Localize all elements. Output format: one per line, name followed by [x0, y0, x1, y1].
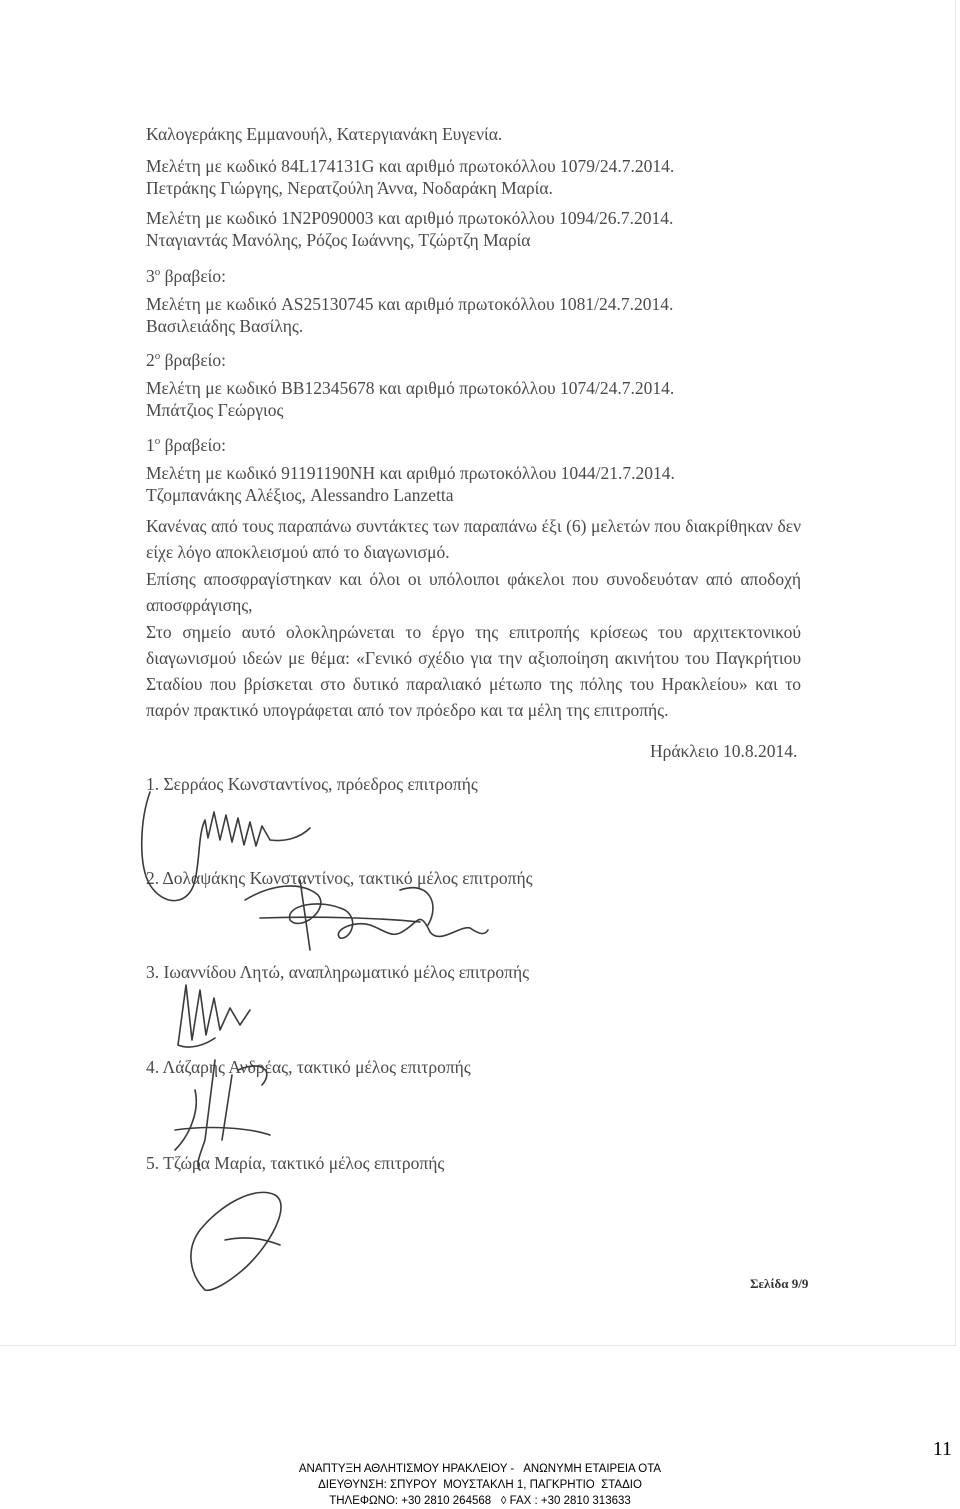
- second-prize-heading: $2^o$ βραβείο:: [146, 350, 227, 370]
- footer-contact: ΤΗΛΕΦΩΝΟ: +30 2810 264568 ◊ FAX : +30 2810 313633: [329, 1495, 631, 1507]
- study-line: Μελέτη με κωδικό AS25130745 και αριθμό πρωτοκόλλου 1081/24.7.2014.: [146, 294, 674, 314]
- signature-3: [178, 985, 250, 1047]
- authors-line: Βασιλειάδης Βασίλης.: [146, 316, 304, 336]
- study-line: Μελέτη με κωδικό 91191190NH και αριθμό πρωτοκόλλου 1044/21.7.2014.: [146, 463, 675, 483]
- authors-line: Νταγιαντάς Μανόλης, Ρόζος Ιωάννης, Τζώρτζη Μαρία: [146, 230, 531, 250]
- signatory-4: 4. Λάζαρης Ανδρέας, τακτικό μέλος επιτροπής: [146, 1057, 471, 1077]
- page-number: 11: [932, 1438, 952, 1460]
- paragraph-conclusion: Στο σημείο αυτό ολοκληρώνεται το έργο της επιτροπής κρίσεως του αρχιτεκτονικού διαγωνισμού ιδεών με θέμα: «Γενικό σχέδιο για την αξιοποίηση ακινήτου του Παγκρήτιου Σταδίου που βρίσκεται στο δυτικό παραλιακό μέτωπο της πόλης του Ηρακλείου» και το παρόν πρακτικό υπογράφεται από τον πρόεδρο και τα μέλη της επιτροπής.: [146, 622, 801, 720]
- signature-2: [245, 880, 488, 950]
- study-line: Μελέτη με κωδικό 84L174131G και αριθμό πρωτοκόλλου 1079/24.7.2014.: [146, 156, 675, 176]
- signatory-2: 2. Δολαψάκης Κωνσταντίνος, τακτικό μέλος επιτροπής: [146, 868, 533, 888]
- authors-line: Τζομπανάκης Αλέξιος, Alessandro Lanzetta: [146, 485, 454, 505]
- footer-address: ΔΙΕΥΘΥΝΣΗ: ΣΠΥΡΟΥ ΜΟΥΣΤΑΚΛΗ 1, ΠΑΓΚΡΗΤΙΟ ΣΤΑΔΙΟ: [318, 1479, 642, 1491]
- authors-line: Μπάτζιος Γεώργιος: [146, 400, 284, 420]
- date-line: Ηράκλειο 10.8.2014.: [650, 741, 798, 761]
- signatory-1: 1. Σερράος Κωνσταντίνος, πρόεδρος επιτροπής: [146, 774, 478, 794]
- footer-company: ΑΝΑΠΤΥΞΗ ΑΘΛΗΤΙΣΜΟΥ ΗΡΑΚΛΕΙΟΥ - ΑΝΩΝΥΜΗ ΕΤΑΙΡΕΙΑ ΟΤΑ: [298, 1463, 662, 1475]
- study-line: Μελέτη με κωδικό 1N2P090003 και αριθμό πρωτοκόλλου 1094/26.7.2014.: [146, 208, 674, 228]
- signature-5: [191, 1192, 281, 1290]
- footer: [0, 1461, 960, 1509]
- paragraph-unsealing: Επίσης αποσφραγίστηκαν και όλοι οι υπόλοιποι φάκελοι που συνοδευόταν από αποδοχή αποσφράγισης,: [146, 569, 801, 615]
- first-prize-heading: $1^o$ βραβείο:: [146, 435, 227, 455]
- third-prize-heading: $3^o$ βραβείο:: [146, 266, 227, 286]
- signatory-3: 3. Ιωαννίδου Λητώ, αναπληρωματικό μέλος επιτροπής: [146, 962, 530, 982]
- page-reference: Σελίδα 9/9: [750, 1276, 809, 1291]
- authors-line: Πετράκης Γιώργης, Νερατζούλη Άννα, Νοδαράκη Μαρία.: [146, 178, 553, 198]
- authors-line: Καλογεράκης Εμμανουήλ, Κατεργιανάκη Ευγενία.: [146, 124, 503, 144]
- paragraph-exclusion: Κανένας από τους παραπάνω συντάκτες των παραπάνω έξι (6) μελετών που διακρίθηκαν δεν είχε λόγο αποκλεισμού από το διαγωνισμό.: [146, 516, 801, 562]
- study-line: Μελέτη με κωδικό BB12345678 και αριθμό πρωτοκόλλου 1074/24.7.2014.: [146, 378, 675, 398]
- signatory-5: 5. Τζώρα Μαρία, τακτικό μέλος επιτροπής: [146, 1153, 445, 1173]
